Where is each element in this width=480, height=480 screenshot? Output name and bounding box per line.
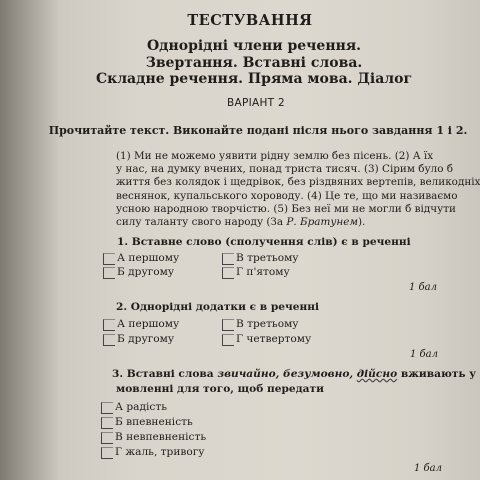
author-name: Р. Братунем	[286, 216, 358, 229]
text-segment: ).	[357, 216, 366, 229]
option-label: Г п'ятому	[236, 266, 290, 278]
question-3-title	[112, 368, 476, 380]
title-line-3: Складне речення. Пряма мова. Діалог	[95, 71, 413, 87]
option-label: А першому	[117, 318, 180, 330]
variant-label: ВАРІАНТ 2	[226, 97, 286, 109]
answer-checkbox[interactable]	[222, 334, 234, 346]
option-label: Б впевненість	[115, 416, 193, 428]
underlined-word: дійсно	[356, 368, 398, 380]
option-label: Б другому	[117, 333, 175, 345]
answer-checkbox[interactable]	[222, 267, 234, 279]
reading-text	[116, 150, 480, 229]
answer-checkbox[interactable]	[101, 447, 113, 459]
instruction: Прочитайте текст. Виконайте подані після нього завдання 1 і 2.	[48, 124, 468, 137]
question-2-score: 1 бал	[410, 349, 438, 360]
title-line-1: Однорідні члени речення.	[146, 38, 362, 54]
answer-checkbox[interactable]	[222, 253, 234, 265]
title-line-2: Звертання. Вставні слова.	[145, 55, 363, 71]
text-line: усною народною творчістю. (5) Без неї ми не могли б відчути	[116, 202, 456, 215]
option-label: А першому	[117, 252, 180, 264]
answer-checkbox[interactable]	[103, 319, 115, 331]
question-1-score: 1 бал	[409, 282, 437, 293]
option-label: Г жаль, тривогу	[115, 446, 205, 458]
answer-checkbox[interactable]	[101, 402, 113, 414]
answer-checkbox[interactable]	[103, 334, 115, 346]
answer-checkbox[interactable]	[103, 253, 115, 265]
italic-words: звичайно, безумовно,	[217, 368, 357, 380]
title-segment: 3. Вставні слова	[112, 368, 218, 380]
answer-checkbox[interactable]	[222, 319, 234, 331]
option-label: Г четвертому	[236, 333, 312, 345]
page-header: ТЕСТУВАННЯ	[187, 12, 313, 29]
answer-checkbox[interactable]	[101, 432, 113, 444]
option-label: А радість	[115, 401, 167, 413]
option-label: В третьому	[236, 318, 299, 330]
option-label: В невпевненість	[115, 431, 207, 443]
question-2-title: 2. Однорідні додатки є в реченні	[116, 301, 319, 313]
title-segment: вживають у	[397, 368, 477, 380]
question-3-title-line-2: мовленні для того, щоб передати	[116, 383, 324, 395]
text-line: (1) Ми не можемо уявити рідну землю без пісень. (2) А їх	[116, 150, 434, 162]
option-label: Б другому	[117, 266, 175, 278]
question-1-title: 1. Вставне слово (сполучення слів) є в реченні	[117, 236, 411, 248]
answer-checkbox[interactable]	[101, 417, 113, 429]
question-3-score: 1 бал	[414, 463, 442, 474]
text-line: життя без колядок і щедрівок, без різдвяних вертепів, великодніх	[116, 176, 480, 189]
option-label: В третьому	[236, 252, 299, 264]
text-line	[116, 216, 446, 229]
answer-checkbox[interactable]	[103, 267, 115, 279]
text-line: у нас, на думку вчених, понад триста тисяч. (3) Сірим було б	[116, 163, 454, 176]
text-line: веснянок, купальського хороводу. (4) Це те, що ми називаємо	[116, 189, 458, 202]
text-segment: силу таланту свого народу (За	[116, 216, 287, 229]
